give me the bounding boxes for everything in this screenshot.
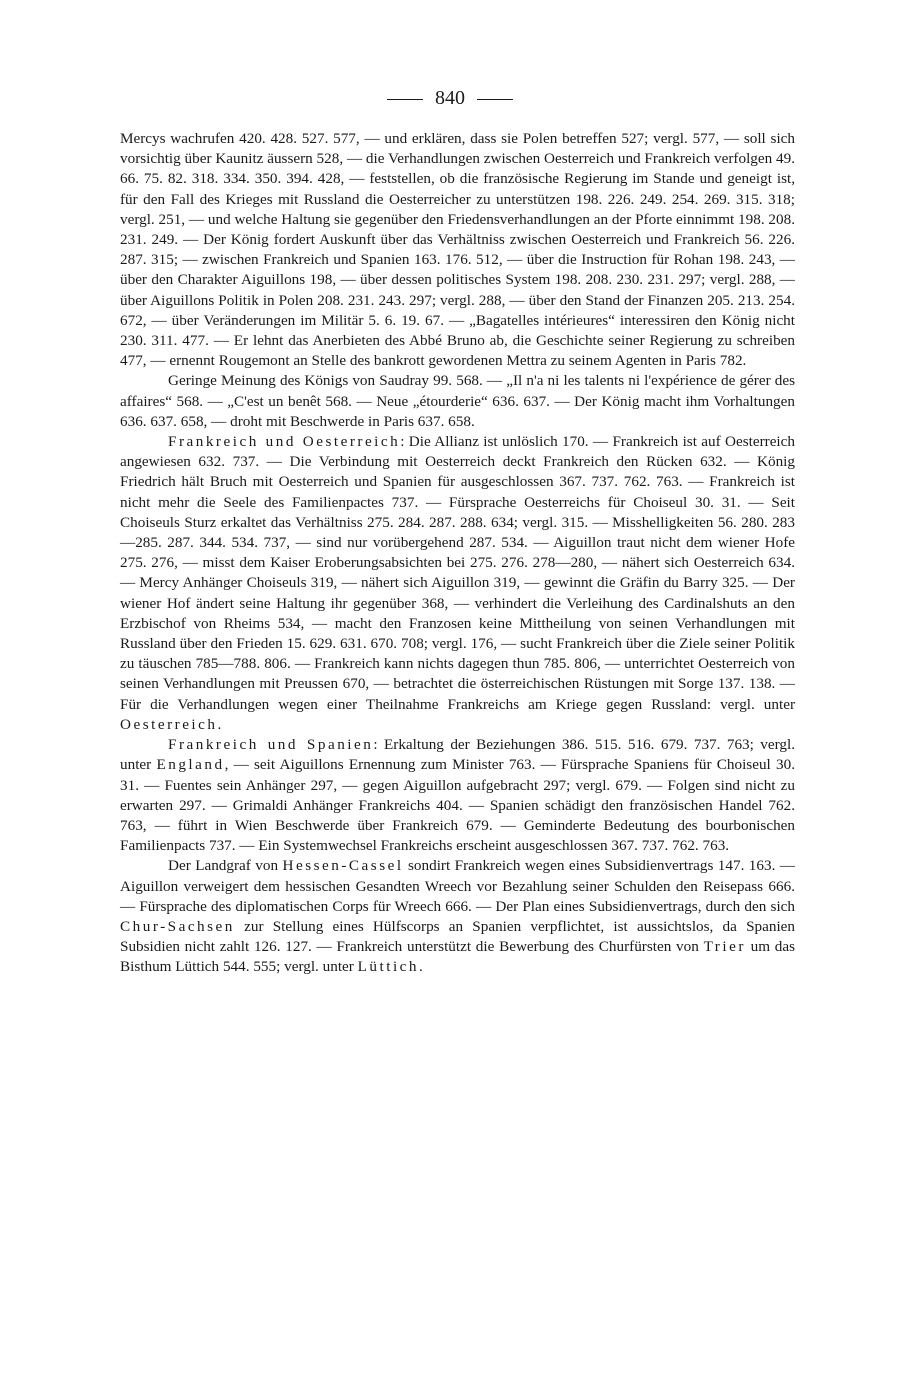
page-header — [0, 84, 900, 112]
spaced-heading-text: England — [156, 756, 225, 774]
paragraph-text: um das Bisthum Lüttich 544. 555; vergl. unter — [120, 938, 795, 976]
paragraph-text: Der Landgraf von — [168, 857, 283, 875]
paragraph-text: . — [217, 715, 222, 733]
index-paragraph — [120, 856, 795, 977]
paragraph-text: . — [419, 958, 423, 976]
index-paragraph — [120, 371, 795, 432]
paragraph-text: : Erkaltung der Beziehungen 386. 515. 516. 679. 737. 763; vergl. unter — [120, 736, 796, 774]
header-rule-right — [477, 99, 513, 100]
spaced-heading-text: Lüttich — [357, 958, 420, 976]
page-number: 840 — [435, 87, 465, 109]
index-paragraph — [120, 432, 795, 735]
spaced-heading-text: Chur-Sachsen — [120, 917, 235, 935]
spaced-heading-text: Frankreich und Oesterreich — [168, 433, 401, 451]
index-paragraph — [120, 735, 795, 856]
spaced-heading-text: Trier — [703, 938, 746, 956]
paragraph-text: , — seit Aiguillons Ernennung zum Minister 763. — Fürsprache Spaniens für Choiseul 30. 31. — Fuentes sein Anhänger 297, — gegen Aiguillon aufgebracht 297; vergl. 679. — Folgen sind nicht zu erwarten 297. — Grimaldi Anhänger Frankreichs 404. — Spanien schädigt den französischen Handel 762. 763, — führt in Wien Beschwerde über Frankreich 679. — Geminderte Bedeutung des bourbonischen Familienpacts 737. — Ein Systemwechsel Frankreichs erscheint ausgeschlossen 367. 737. 762. 763. — [120, 756, 795, 855]
spaced-heading-text: Hessen-Cassel — [282, 857, 404, 875]
index-text — [120, 129, 795, 978]
paragraph-text: zur Stellung eines Hülfscorps an Spanien verpflichtet, ist aussichtslos, da Spanien Subsidien nicht zahlt 126. 127. — Frankreich unterstützt die Bewerbung des Churfürsten von — [120, 917, 795, 956]
paragraph-text: Mercys wachrufen 420. 428. 527. 577, — und erklären, dass sie Polen betreffen 527; vergl. 577, — soll sich vorsichtig über Kaunitz äussern 528, — die Verhandlungen zwischen Oesterreich und Frankreich verfolgen 49. 66. 75. 82. 318. 334. 350. 394. 428, — feststellen, ob die französische Regierung im Stande und geneigt ist, für den Fall des Krieges mit Russland die Oesterreicher zu unterstützen 198. 226. 249. 254. 269. 315. 318; vergl. 251, — und welche Haltung sie gegenüber den Friedensverhandlungen an der Pforte einnimmt 198. 208. 231. 249. — Der König fordert Auskunft über das Verhältniss zwischen Oesterreich und Frankreich 56. 226. 287. 315; — zwischen Frankreich und Spanien 163. 176. 512, — über die Instruction für Rohan 198. 243, — über den Charakter Aiguillons 198, — über dessen politisches System 198. 208. 230. 231. 297; vergl. 288, — über Aiguillons Politik in Polen 208. 231. 243. 297; vergl. 288, — über den Stand der Finanzen 205. 213. 254. 672, — über Veränderungen im Militär 5. 6. 19. 67. — „Bagatelles intérieures“ interessiren den König nicht 230. 311. 477. — Er lehnt das Anerbieten des Abbé Bruno ab, die Geschichte seiner Regierung zu schreiben 477, — ernennt Rougemont an Stelle des bankrott gewordenen Mettra zu seinem Agenten in Paris 782. — [120, 130, 795, 370]
header-rule-left — [387, 99, 423, 100]
spaced-heading-text: Oesterreich — [120, 715, 218, 733]
paragraph-text: sondirt Frankreich wegen eines Subsidienvertrags 147. 163. — Aiguillon verweigert dem hessischen Gesandten Wreech vor Bezahlung seiner Schulden den Reisepass 666. — Fürsprache des diplomatischen Corps für Wreech 666. — Der Plan eines Subsidienvertrags, durch den sich — [120, 857, 795, 915]
spaced-heading-text: Frankreich und Spanien — [168, 736, 374, 754]
paragraph-text: : Die Allianz ist unlöslich 170. — Frankreich ist auf Oesterreich angewiesen 632. 737. — Die Verbindung mit Oesterreich deckt Frankreich den Rücken 632. — König Friedrich hält Bruch mit Oesterreich und Spanien für ausgeschlossen 367. 737. 762. 763. — Frankreich ist nicht mehr die Seele des Familienpactes 737. — Fürsprache Oesterreichs für Choiseul 30. 31. — Seit Choiseuls Sturz erkaltet das Verhältniss 275. 284. 287. 288. 634; vergl. 315. — Misshelligkeiten 56. 280. 283—285. 287. 344. 534. 737, — sind nur vorübergehend 287. 534. — Aiguillon traut nicht dem wiener Hofe 275. 276, — misst dem Kaiser Eroberungsabsichten bei 275. 276. 278—280, — nähert sich Oesterreich 634. — Mercy Anhänger Choiseuls 319, — nähert sich Aiguillon 319, — gewinnt die Gräfin du Barry 325. — Der wiener Hof ändert seine Haltung ihr gegenüber 368, — verhindert die Verleihung des Cardinalshuts an den Erzbischof von Rheims 534, — macht den Franzosen keine Mittheilung von seinen Verhandlungen mit Russland über den Frieden 15. 629. 631. 670. 708; vergl. 176, — sucht Frankreich über die Ziele seiner Politik zu täuschen 785—788. 806. — Frankreich kann nichts dagegen thun 785. 806, — unterrichtet Oesterreich von seinen Verhandlungen mit Preussen 670, — betrachtet die österreichischen Rüstungen mit Sorge 137. 138. — Für die Verhandlungen wegen einer Theilnahme Frankreichs am Kriege gegen Russland: vergl. unter — [120, 433, 795, 713]
index-paragraph — [120, 129, 795, 371]
paragraph-text: Geringe Meinung des Königs von Saudray 99. 568. — „Il n'a ni les talents ni l'expérience de gérer des affaires“ 568. — „C'est un benêt 568. — Neue „étourderie“ 636. 637. — Der König macht ihm Vorhaltungen 636. 637. 658, — droht mit Beschwerde in Paris 637. 658. — [120, 372, 795, 430]
